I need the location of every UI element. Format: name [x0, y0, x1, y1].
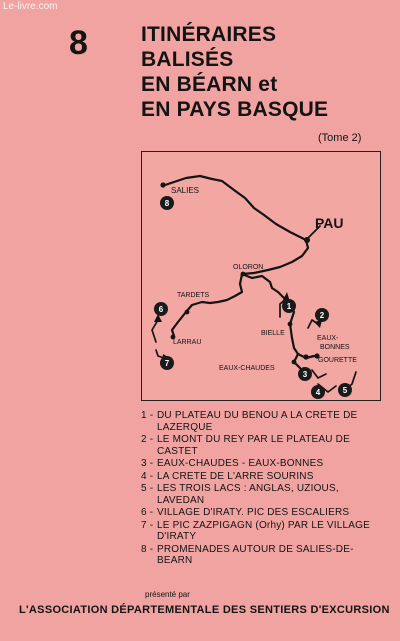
river-tardets-larrau	[172, 312, 186, 336]
route-item-3	[141, 458, 381, 470]
marker-5	[338, 383, 352, 397]
marker-8	[160, 196, 174, 210]
label-salies: SALIES	[171, 186, 200, 195]
route-number: 1 -	[141, 410, 154, 421]
marker-4	[311, 385, 325, 399]
label-oloron: OLORON	[233, 264, 264, 271]
route-item-7	[141, 520, 381, 543]
route-number: 5 -	[141, 483, 154, 494]
title-line-1: ITINÉRAIRES	[141, 23, 277, 46]
route-number: 8 -	[141, 543, 154, 555]
title-line-2: BALISÉS	[141, 48, 234, 71]
label-gourette: GOURETTE	[318, 357, 357, 364]
svg-text:7: 7	[164, 359, 170, 368]
svg-text:2: 2	[319, 311, 325, 320]
town-dot-pau	[304, 237, 310, 243]
watermark: Le-livre.com	[3, 1, 58, 12]
route-title: LES TROIS LACS : ANGLAS, UZIOUS, LAVEDAN	[157, 483, 339, 506]
route-title: PROMENADES AUTOUR DE SALIES-DE-BEARN	[157, 543, 354, 566]
presented-by-label: présenté par	[145, 590, 190, 599]
route-item-1	[141, 410, 381, 433]
town-dot-salies	[160, 182, 165, 187]
town-dot-oloron	[241, 272, 246, 277]
tome-label: (Tome 2)	[318, 132, 362, 144]
marker-7	[160, 356, 174, 370]
route-number: 6 -	[141, 507, 154, 518]
label-tardets: TARDETS	[177, 292, 210, 299]
marker-2	[315, 308, 329, 322]
route-title: LE MONT DU REY PAR LE PLATEAU DE CASTET	[157, 434, 350, 457]
route-title: DU PLATEAU DU BENOU A LA CRETE DE LAZERQUE	[157, 410, 358, 433]
label-pau: PAU	[315, 215, 344, 231]
label-bielle: BIELLE	[261, 330, 285, 337]
route-list	[141, 410, 381, 568]
town-dot-eaux-chaudes	[292, 360, 297, 365]
route-title: EAUX-CHAUDES - EAUX-BONNES	[157, 458, 324, 469]
town-dot-eaux-bonnes	[303, 354, 308, 359]
label-eaux-chaudes: EAUX-CHAUDES	[219, 365, 275, 372]
title-line-3: EN BÉARN et	[141, 73, 278, 96]
route-item-6	[141, 507, 381, 519]
label-eaux-bonnes: EAUX- BONNES	[317, 335, 350, 351]
volume-number: 8	[69, 24, 88, 62]
route-title: LA CRETE DE L'ARRE SOURINS	[157, 470, 314, 482]
town-dot-tardets	[185, 310, 190, 315]
book-title	[141, 22, 328, 122]
marker-1	[282, 299, 296, 313]
route-map	[141, 151, 381, 401]
svg-text:6: 6	[158, 305, 164, 314]
publisher-name: L'ASSOCIATION DÉPARTEMENTALE DES SENTIERS D'EXCURSION	[19, 604, 390, 616]
route-arrow-3	[312, 370, 326, 378]
map-drawing	[142, 152, 382, 402]
town-dot-bielle	[288, 322, 293, 327]
route-title: LE PIC ZAZPIGAGN (Orhy) PAR LE VILLAGE D'IRATY	[157, 519, 371, 542]
route-item-4	[141, 471, 381, 483]
route-number: 7 -	[141, 519, 154, 531]
title-line-4: EN PAYS BASQUE	[141, 98, 329, 121]
route-item-5	[141, 483, 381, 506]
svg-text:1: 1	[286, 302, 292, 311]
marker-3	[298, 367, 312, 381]
route-number: 2 -	[141, 434, 154, 445]
route-item-2	[141, 434, 381, 457]
svg-text:8: 8	[164, 199, 170, 208]
route-arrow-6	[152, 320, 158, 342]
svg-text:5: 5	[342, 386, 348, 395]
route-number: 3 -	[141, 458, 154, 469]
label-larrau: LARRAU	[173, 339, 202, 346]
river-bielle-gourette	[290, 324, 314, 358]
svg-text:3: 3	[302, 370, 308, 379]
svg-text:4: 4	[315, 388, 321, 397]
route-item-8	[141, 544, 381, 567]
marker-6	[154, 302, 168, 316]
route-number: 4 -	[141, 470, 154, 482]
route-title: VILLAGE D'IRATY. PIC DES ESCALIERS	[157, 507, 350, 518]
